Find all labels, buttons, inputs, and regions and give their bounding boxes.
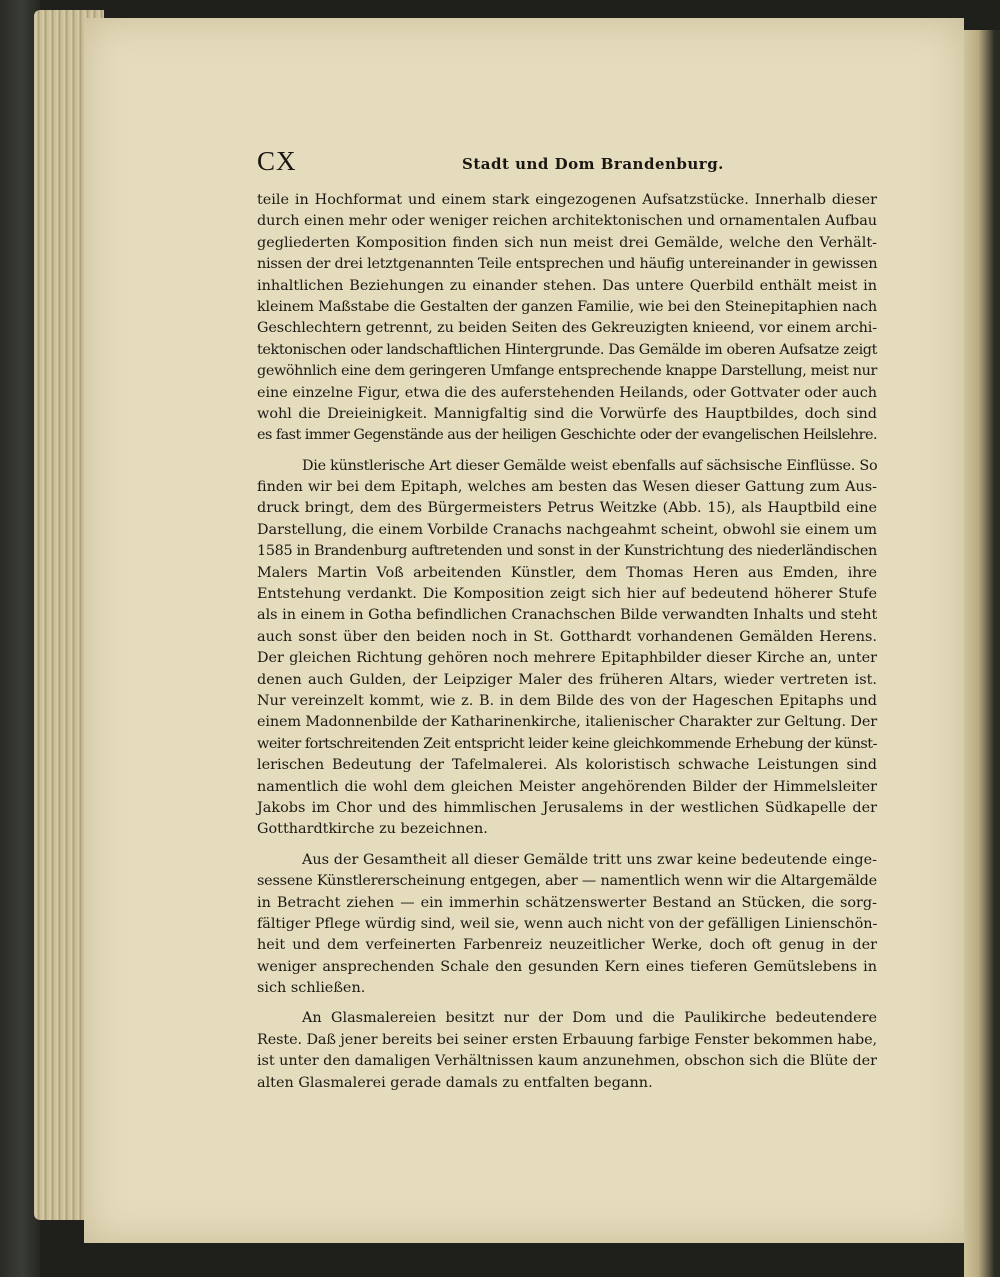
text-line: Nur vereinzelt kommt, wie z. B. in dem Bilde des von der Hageschen Epitaphs und bbox=[257, 692, 877, 709]
text-line: ist unter den damaligen Verhältnissen kaum anzunehmen, obschon sich die Blüte der bbox=[257, 1053, 877, 1070]
text-line: lerischen Bedeutung der Tafelmalerei. Als koloristisch schwache Leistungen sind bbox=[257, 757, 877, 774]
text-line: alten Glasmalerei gerade damals zu entfalten begann. bbox=[257, 1074, 653, 1091]
text-line: heit und dem verfeinerten Farbenreiz neuzeitlicher Werke, doch oft genug in der bbox=[257, 937, 877, 954]
paragraph bbox=[257, 190, 877, 447]
text-line: sessene Künstlererscheinung entgegen, aber — namentlich wenn wir die Altargemälde bbox=[257, 873, 877, 890]
text-line: kleinem Maßstabe die Gestalten der ganzen Familie, wie bei den Steinepitaphien nach bbox=[257, 298, 877, 315]
text-line: Reste. Daß jener bereits bei seiner ersten Erbauung farbige Fenster bekommen habe, bbox=[257, 1031, 877, 1048]
text-line: druck bringt, dem des Bürgermeisters Petrus Weitzke (Abb. 15), als Hauptbild eine bbox=[257, 500, 877, 517]
text-line: denen auch Gulden, der Leipziger Maler des früheren Altars, wieder vertreten ist. bbox=[257, 671, 877, 688]
text-line: Der gleichen Richtung gehören noch mehrere Epitaphbilder dieser Kirche an, unter bbox=[257, 650, 877, 667]
text-line: weniger ansprechenden Schale den gesunden Kern eines tieferen Gemütslebens in bbox=[257, 958, 877, 975]
text-line: tektonischen oder landschaftlichen Hintergrunde. Das Gemälde im oberen Aufsatze zeigt bbox=[257, 341, 877, 358]
paragraph bbox=[257, 850, 877, 1000]
text-line: An Glasmalereien besitzt nur der Dom und die Paulikirche bedeutendere bbox=[302, 1010, 877, 1027]
text-line: teile in Hochformat und einem stark eingezogenen Aufsatzstücke. Innerhalb dieser bbox=[257, 192, 877, 208]
text-line: auch sonst über den beiden noch in St. Gotthardt vorhandenen Gemälden Herens. bbox=[257, 628, 877, 645]
text-line: Aus der Gesamtheit all dieser Gemälde tritt uns zwar keine bedeutende einge- bbox=[302, 851, 877, 868]
paragraph bbox=[257, 456, 877, 841]
text-line: es fast immer Gegenstände aus der heiligen Geschichte oder der evangelischen Heilslehre. bbox=[257, 427, 877, 444]
text-line: Jakobs im Chor und des himmlischen Jerusalems in der westlichen Südkapelle der bbox=[257, 799, 877, 816]
text-line: wohl die Dreieinigkeit. Mannigfaltig sind die Vorwürfe des Hauptbildes, doch sind bbox=[257, 405, 877, 422]
text-line: als in einem in Gotha befindlichen Cranachschen Bilde verwandten Inhalts und steht bbox=[257, 607, 878, 624]
text-line: gewöhnlich eine dem geringeren Umfange entsprechende knappe Darstellung, meist nur bbox=[257, 363, 877, 380]
text-line: nissen der drei letztgenannten Teile entsprechen und häufig untereinander in gewissen bbox=[257, 256, 878, 273]
text-line: einem Madonnenbilde der Katharinenkirche, italienischer Charakter zur Geltung. Der bbox=[257, 714, 877, 731]
text-line: Geschlechtern getrennt, zu beiden Seiten des Gekreuzigten knieend, vor einem archi- bbox=[257, 320, 877, 337]
running-title: Stadt und Dom Brandenburg. bbox=[462, 155, 724, 173]
paragraph bbox=[257, 1008, 877, 1094]
text-line: Entstehung verdankt. Die Komposition zeigt sich hier auf bedeutend höherer Stufe bbox=[257, 586, 877, 603]
page-number: CX bbox=[257, 146, 297, 176]
text-line: fältiger Pflege würdig sind, weil sie, wenn auch nicht von der gefälligen Linienschön- bbox=[257, 915, 878, 932]
text-line: Darstellung, die einem Vorbilde Cranachs nachgeahmt scheint, obwohl sie einem um bbox=[257, 521, 877, 538]
text-line: Gotthardtkirche zu bezeichnen. bbox=[257, 821, 488, 838]
text-line: 1585 in Brandenburg auftretenden und sonst in der Kunstrichtung des niederländischen bbox=[257, 543, 877, 560]
text-line: namentlich die wohl dem gleichen Meister angehörenden Bilder der Himmelsleiter bbox=[257, 778, 877, 795]
text-line: in Betracht ziehen — ein immerhin schätzenswerter Bestand an Stücken, die sorg- bbox=[257, 894, 877, 911]
text-line: gegliederten Komposition finden sich nun meist drei Gemälde, welche den Verhält- bbox=[257, 234, 877, 251]
text-line: durch einen mehr oder weniger reichen architektonischen und ornamentalen Aufbau bbox=[257, 213, 877, 230]
body-text bbox=[257, 190, 877, 1103]
text-line: eine einzelne Figur, etwa die des auferstehenden Heilands, oder Gottvater oder auch bbox=[257, 384, 877, 401]
text-line: finden wir bei dem Epitaph, welches am besten das Wesen dieser Gattung zum Aus- bbox=[257, 479, 877, 496]
text-line: Malers Martin Voß arbeitenden Künstler, dem Thomas Heren aus Emden, ihre bbox=[257, 564, 877, 581]
text-line: inhaltlichen Beziehungen zu einander stehen. Das untere Querbild enthält meist in bbox=[257, 277, 877, 294]
text-line: weiter fortschreitenden Zeit entspricht leider keine gleichkommende Erhebung der künst- bbox=[257, 735, 877, 752]
page-header bbox=[257, 146, 877, 180]
text-line: sich schließen. bbox=[257, 980, 366, 997]
text-line: Die künstlerische Art dieser Gemälde weist ebenfalls auf sächsische Einflüsse. So bbox=[302, 457, 878, 474]
facing-page-edge bbox=[964, 30, 1000, 1277]
